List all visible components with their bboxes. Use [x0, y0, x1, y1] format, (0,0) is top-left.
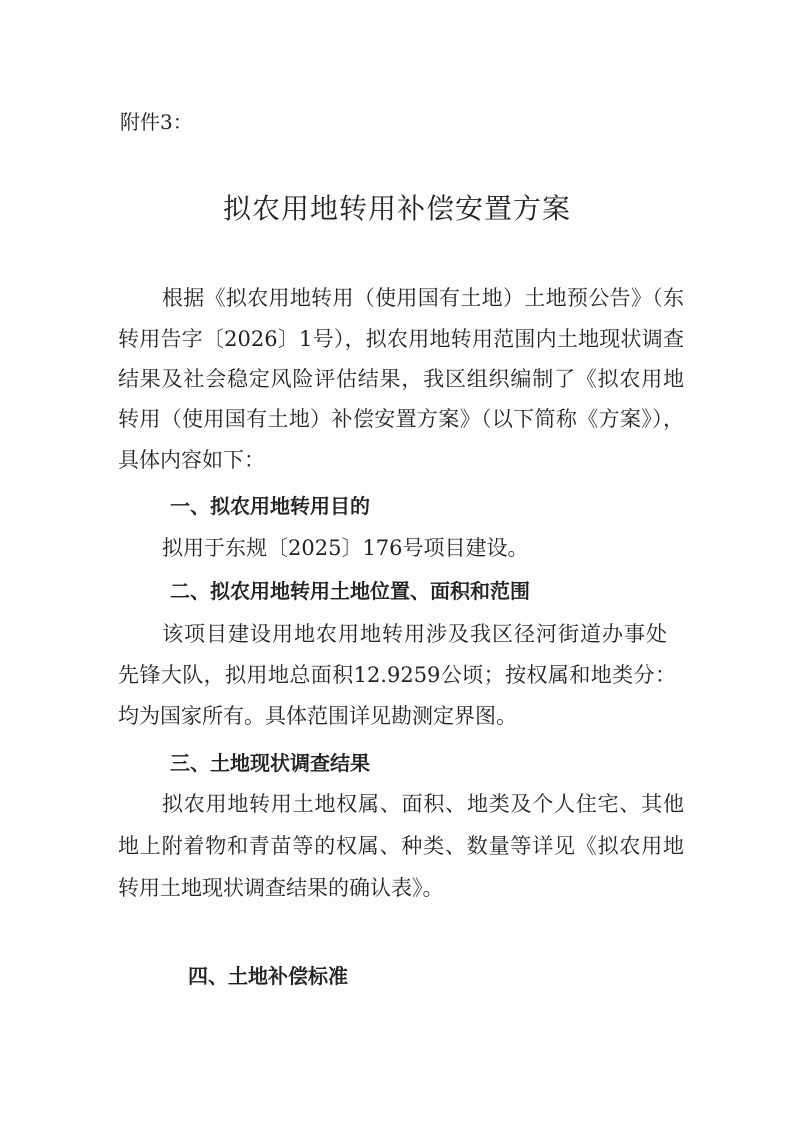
paragraph-line: 拟农用地转用土地权属、面积、地类及个人住宅、其他: [162, 792, 684, 816]
paragraph-line: 结果及社会稳定风险评估结果，我区组织编制了《拟农用地: [118, 367, 684, 391]
paragraph-line: 转用（使用国有土地）补偿安置方案》（以下简称《方案》），: [118, 407, 684, 431]
document-title: 拟农用地转用补偿安置方案: [222, 192, 571, 225]
paragraph-line: 根据《拟农用地转用（使用国有土地）土地预公告》（东: [162, 286, 684, 310]
paragraph-line: 具体内容如下：: [118, 448, 265, 472]
section-heading-1: 一、拟农用地转用目的: [170, 494, 370, 518]
section-heading-3: 三、土地现状调查结果: [170, 751, 370, 775]
paragraph-line: 转用土地现状调查结果的确认表》。: [118, 876, 444, 900]
section-heading-2: 二、拟农用地转用土地位置、面积和范围: [170, 579, 530, 603]
paragraph-line: 该项目建设用地农用地转用涉及我区径河街道办事处: [162, 622, 667, 646]
paragraph-line: 地上附着物和青苗等的权属、种类、数量等详见《拟农用地: [118, 834, 684, 858]
paragraph-line: 拟用于东规〔2025〕176号项目建设。: [162, 536, 529, 560]
section-heading-4: 四、土地补偿标准: [188, 964, 348, 988]
paragraph-line: 先锋大队，拟用地总面积12.9259公顷；按权属和地类分：: [118, 663, 676, 687]
attachment-label: 附件3：: [120, 110, 193, 134]
paragraph-line: 转用告字〔2026〕1号），拟农用地转用范围内土地现状调查: [118, 327, 684, 351]
paragraph-line: 均为国家所有。具体范围详见勘测定界图。: [118, 704, 517, 728]
